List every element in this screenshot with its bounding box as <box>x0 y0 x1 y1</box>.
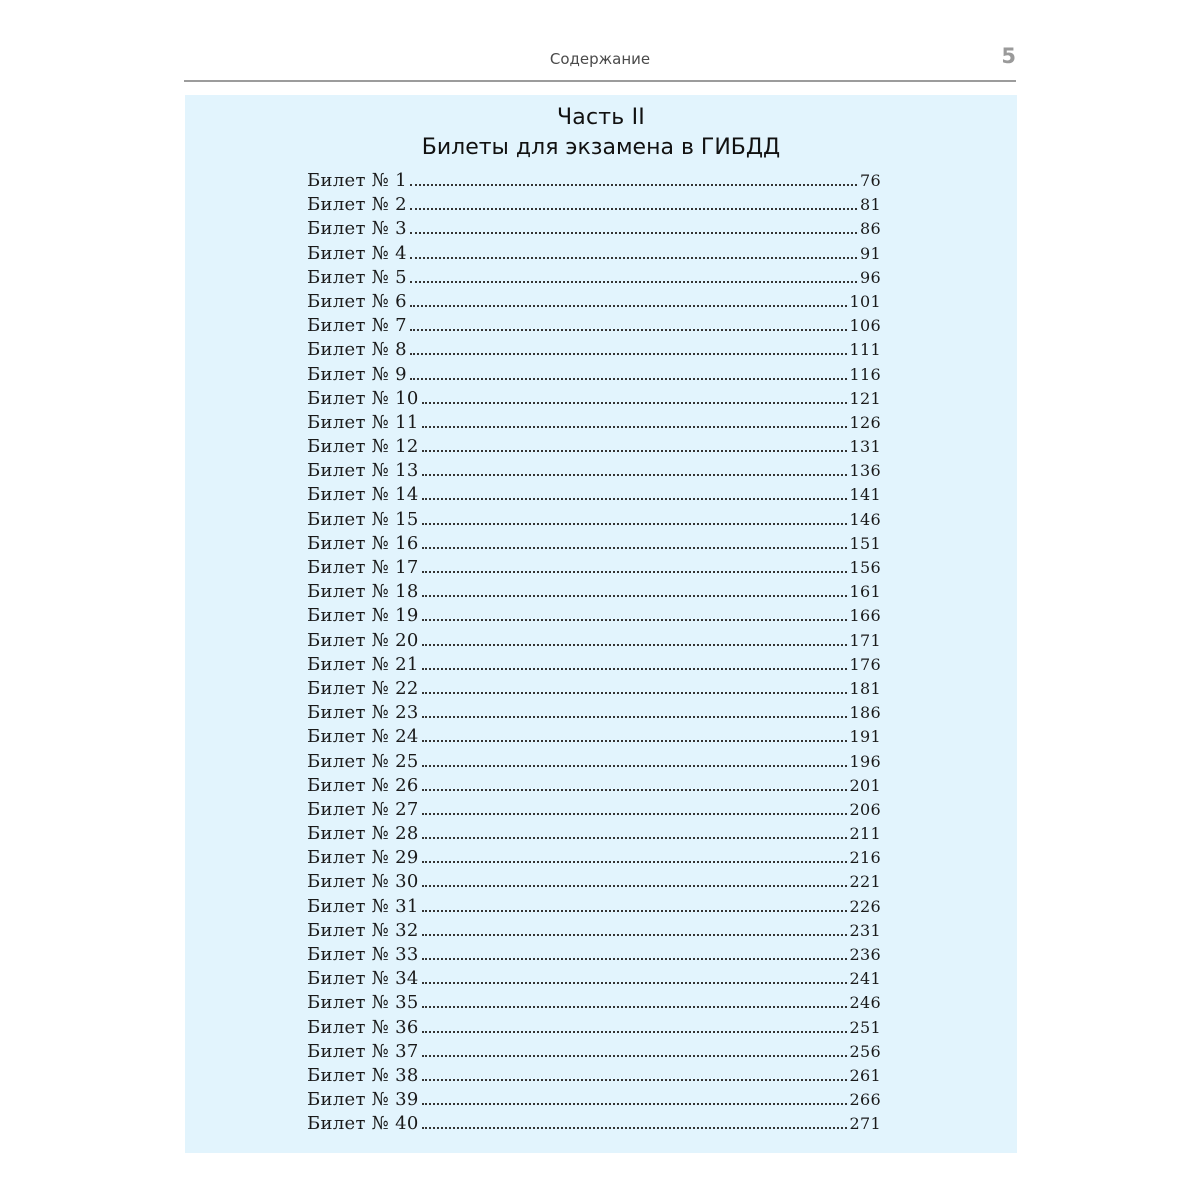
dot-leader <box>410 184 857 186</box>
toc-entry-page: 261 <box>849 1065 881 1085</box>
toc-entry-label: Билет № 9 <box>307 363 407 385</box>
toc-entry-label: Билет № 36 <box>307 1016 419 1038</box>
toc-entry-page: 96 <box>860 267 881 287</box>
toc-entry-label: Билет № 8 <box>307 339 407 361</box>
toc-entry-label: Билет № 12 <box>307 436 419 458</box>
dot-leader <box>422 474 847 476</box>
toc-entry-page: 211 <box>849 824 881 844</box>
dot-leader <box>422 1127 847 1129</box>
toc-entry-label: Билет № 21 <box>307 653 419 675</box>
toc-entry[interactable] <box>307 364 881 388</box>
toc-entry[interactable] <box>307 751 881 775</box>
toc-entry[interactable] <box>307 799 881 823</box>
toc-entry-label: Билет № 27 <box>307 798 419 820</box>
toc-entry-page: 161 <box>849 582 881 602</box>
toc-entry-label: Билет № 37 <box>307 1040 419 1062</box>
toc-entry-label: Билет № 30 <box>307 871 419 893</box>
header-divider <box>184 80 1016 82</box>
toc-list <box>307 170 881 1138</box>
toc-entry[interactable] <box>307 920 881 944</box>
dot-leader <box>422 450 847 452</box>
toc-entry-page: 151 <box>849 533 881 553</box>
dot-leader <box>410 305 847 307</box>
toc-entry-page: 171 <box>849 630 881 650</box>
toc-entry[interactable] <box>307 630 881 654</box>
toc-entry[interactable] <box>307 243 881 267</box>
running-header-title: Содержание <box>549 50 651 68</box>
toc-entry-label: Билет № 38 <box>307 1064 419 1086</box>
toc-entry[interactable] <box>307 436 881 460</box>
dot-leader <box>410 378 847 380</box>
toc-entry[interactable] <box>307 702 881 726</box>
dot-leader <box>422 402 847 404</box>
dot-leader <box>410 281 857 283</box>
toc-entry[interactable] <box>307 533 881 557</box>
toc-entry-page: 256 <box>849 1041 881 1061</box>
toc-entry[interactable] <box>307 484 881 508</box>
dot-leader <box>422 837 847 839</box>
toc-entry-label: Билет № 34 <box>307 968 419 990</box>
toc-entry[interactable] <box>307 194 881 218</box>
toc-entry-page: 181 <box>849 678 881 698</box>
dot-leader <box>410 232 857 234</box>
toc-entry-label: Билет № 11 <box>307 411 419 433</box>
toc-entry-label: Билет № 17 <box>307 557 419 578</box>
toc-entry-page: 106 <box>849 316 881 336</box>
toc-entry-label: Билет № 4 <box>307 242 407 264</box>
toc-entry[interactable] <box>307 315 881 339</box>
dot-leader <box>422 595 847 597</box>
dot-leader <box>422 982 847 984</box>
toc-entry-page: 246 <box>849 993 881 1013</box>
dot-leader <box>422 910 847 912</box>
toc-entry-page: 101 <box>849 291 881 311</box>
dot-leader <box>422 1006 847 1008</box>
toc-entry[interactable] <box>307 1113 881 1137</box>
toc-entry-page: 241 <box>849 969 881 989</box>
dot-leader <box>422 934 847 936</box>
toc-entry-label: Билет № 19 <box>307 605 419 627</box>
toc-entry[interactable] <box>307 968 881 992</box>
toc-entry-page: 76 <box>860 171 881 190</box>
toc-entry-page: 116 <box>849 364 881 384</box>
toc-entry-label: Билет № 5 <box>307 266 407 288</box>
toc-entry-page: 201 <box>849 775 881 795</box>
toc-entry[interactable] <box>307 581 881 605</box>
toc-entry-page: 191 <box>849 727 881 747</box>
toc-entry-label: Билет № 14 <box>307 484 419 506</box>
toc-entry[interactable] <box>307 218 881 242</box>
toc-entry-label: Билет № 18 <box>307 581 419 603</box>
toc-entry-page: 141 <box>849 485 881 505</box>
dot-leader <box>422 571 847 573</box>
toc-entry-page: 166 <box>849 606 881 626</box>
toc-entry-page: 216 <box>849 848 881 868</box>
toc-entry[interactable] <box>307 605 881 629</box>
dot-leader <box>422 885 847 887</box>
toc-entry-label: Билет № 1 <box>307 170 407 191</box>
toc-entry-label: Билет № 23 <box>307 702 419 724</box>
toc-entry[interactable] <box>307 460 881 484</box>
toc-entry-label: Билет № 10 <box>307 387 419 409</box>
toc-entry-page: 81 <box>860 195 881 215</box>
toc-entry[interactable] <box>307 170 881 194</box>
toc-entry[interactable] <box>307 1089 881 1113</box>
toc-entry[interactable] <box>307 871 881 895</box>
toc-entry[interactable] <box>307 896 881 920</box>
toc-entry-page: 221 <box>849 872 881 892</box>
toc-entry-page: 226 <box>849 896 881 916</box>
toc-entry-page: 271 <box>849 1114 881 1134</box>
toc-entry[interactable] <box>307 412 881 436</box>
dot-leader <box>422 789 847 791</box>
dot-leader <box>410 329 847 331</box>
toc-entry[interactable] <box>307 557 881 581</box>
toc-entry[interactable] <box>307 678 881 702</box>
toc-entry-label: Билет № 25 <box>307 750 419 772</box>
toc-entry[interactable] <box>307 726 881 750</box>
dot-leader <box>422 1055 847 1057</box>
toc-entry-label: Билет № 7 <box>307 315 407 337</box>
toc-entry-label: Билет № 40 <box>307 1113 419 1135</box>
toc-entry-label: Билет № 16 <box>307 532 419 554</box>
toc-entry-page: 91 <box>860 243 881 263</box>
section-title: Часть II <box>556 105 645 130</box>
page-number: 5 <box>1001 44 1016 68</box>
dot-leader <box>422 668 847 670</box>
toc-entry[interactable] <box>307 388 881 412</box>
toc-entry[interactable] <box>307 1065 881 1089</box>
toc-entry-page: 251 <box>849 1017 881 1037</box>
toc-entry[interactable] <box>307 847 881 871</box>
toc-entry-page: 266 <box>849 1090 881 1110</box>
toc-entry-page: 131 <box>849 437 881 457</box>
toc-entry-label: Билет № 39 <box>307 1089 419 1111</box>
toc-entry-page: 146 <box>849 509 881 529</box>
dot-leader <box>422 716 847 718</box>
toc-entry-label: Билет № 33 <box>307 944 419 965</box>
dot-leader <box>410 257 857 259</box>
toc-entry-page: 126 <box>849 412 881 432</box>
toc-entry-page: 231 <box>849 920 881 940</box>
toc-entry[interactable] <box>307 1041 881 1065</box>
toc-entry-page: 121 <box>849 388 881 408</box>
toc-entry-label: Билет № 2 <box>307 194 407 216</box>
toc-entry[interactable] <box>307 944 881 968</box>
toc-entry-page: 86 <box>860 219 881 239</box>
toc-entry[interactable] <box>307 1017 881 1041</box>
dot-leader <box>422 861 847 863</box>
toc-entry-label: Билет № 24 <box>307 726 419 748</box>
toc-entry[interactable] <box>307 339 881 363</box>
section-subtitle: Билеты для экзамена в ГИБДД <box>421 135 781 160</box>
toc-entry[interactable] <box>307 775 881 799</box>
toc-entry[interactable] <box>307 992 881 1016</box>
dot-leader <box>410 208 857 210</box>
toc-entry-label: Билет № 13 <box>307 460 419 482</box>
dot-leader <box>422 644 847 646</box>
toc-entry-page: 186 <box>849 703 881 723</box>
toc-entry-page: 236 <box>849 945 881 964</box>
dot-leader <box>422 619 847 621</box>
toc-entry-page: 206 <box>849 799 881 819</box>
toc-entry-label: Билет № 28 <box>307 823 419 845</box>
dot-leader <box>422 692 847 694</box>
toc-entry-page: 156 <box>849 558 881 577</box>
dot-leader <box>422 498 847 500</box>
dot-leader <box>422 547 847 549</box>
dot-leader <box>422 958 847 960</box>
toc-panel <box>185 95 1017 1153</box>
dot-leader <box>422 765 847 767</box>
toc-entry-label: Билет № 3 <box>307 218 407 240</box>
toc-entry-label: Билет № 31 <box>307 895 419 917</box>
toc-entry-label: Билет № 35 <box>307 992 419 1014</box>
dot-leader <box>422 1031 847 1033</box>
toc-entry[interactable] <box>307 291 881 315</box>
dot-leader <box>422 523 847 525</box>
toc-entry[interactable] <box>307 509 881 533</box>
toc-entry[interactable] <box>307 267 881 291</box>
dot-leader <box>422 1079 847 1081</box>
dot-leader <box>422 740 847 742</box>
toc-entry[interactable] <box>307 823 881 847</box>
dot-leader <box>410 353 847 355</box>
toc-entry-label: Билет № 20 <box>307 629 419 651</box>
toc-entry-label: Билет № 32 <box>307 919 419 941</box>
toc-entry-page: 176 <box>849 654 881 674</box>
dot-leader <box>422 813 847 815</box>
toc-entry-label: Билет № 29 <box>307 847 419 869</box>
dot-leader <box>422 426 847 428</box>
toc-entry-label: Билет № 15 <box>307 508 419 530</box>
dot-leader <box>422 1103 847 1105</box>
toc-entry-label: Билет № 6 <box>307 290 407 312</box>
toc-entry-page: 136 <box>849 461 881 481</box>
toc-entry-label: Билет № 26 <box>307 774 419 796</box>
toc-entry-page: 196 <box>849 751 881 771</box>
toc-entry-label: Билет № 22 <box>307 677 419 699</box>
toc-entry[interactable] <box>307 654 881 678</box>
toc-entry-page: 111 <box>849 340 881 360</box>
